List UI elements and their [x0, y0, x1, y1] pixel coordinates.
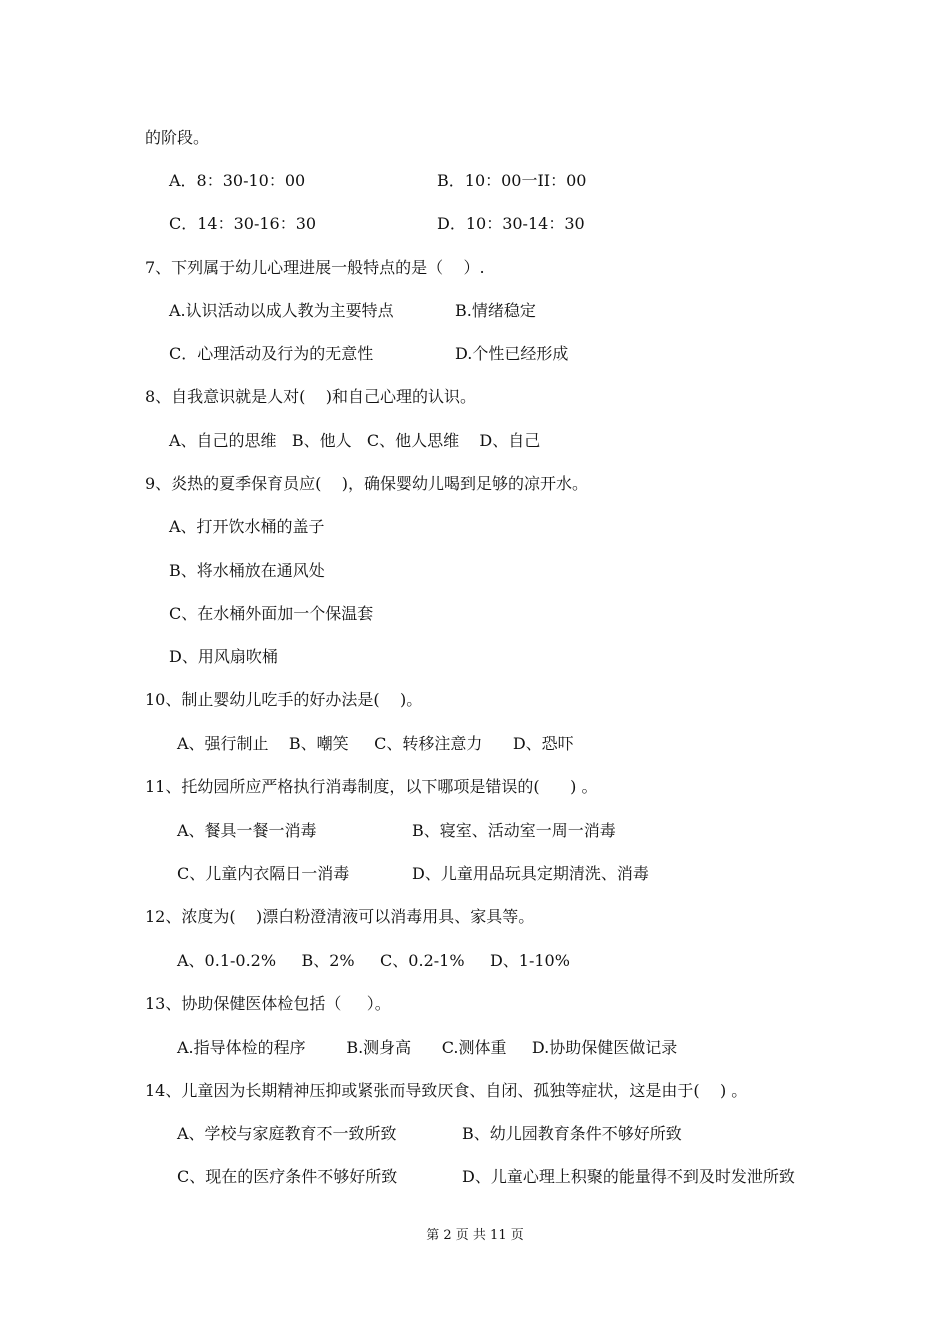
q13-options: A.指导体检的程序 B.测身高 C.测体重 D.协助保健医做记录	[177, 1038, 678, 1057]
q9-stem: 9、炎热的夏季保育员应( )，确保婴幼儿喝到足够的凉开水。	[145, 474, 589, 493]
q9-option-c: C、在水桶外面加一个保温套	[169, 604, 374, 623]
q8-options: A、自己的思维 B、他人 C、他人思维 D、自己	[169, 431, 541, 450]
q7-option-d: D.个性已经形成	[455, 344, 569, 363]
q6-option-d: D．10：30-14：30	[437, 214, 585, 233]
q11-option-d: D、儿童用品玩具定期清洗、消毒	[412, 864, 649, 883]
q10-options: A、强行制止 B、嘲笑 C、转移注意力 D、恐吓	[177, 734, 574, 753]
q7-option-b: B.情绪稳定	[455, 301, 536, 320]
q6-option-b: B．10：00一II：00	[437, 171, 587, 190]
page-number: 第 2 页 共 11 页	[426, 1228, 524, 1243]
q10-stem: 10、制止婴幼儿吃手的好办法是( )。	[145, 690, 423, 709]
q7-option-c: C．心理活动及行为的无意性	[169, 344, 374, 363]
q6-option-c: C．14：30-16：30	[169, 214, 317, 233]
q11-option-c: C、儿童内衣隔日一消毒	[177, 864, 350, 883]
q6-option-a: A．8：30-10：00	[169, 171, 306, 190]
q9-option-d: D、用风扇吹桶	[169, 647, 278, 666]
q11-option-b: B、寝室、活动室一周一消毒	[412, 821, 616, 840]
q7-option-a: A.认识活动以成人教为主要特点	[169, 301, 394, 320]
q14-option-d: D、儿童心理上积聚的能量得不到及时发泄所致	[462, 1167, 795, 1186]
q9-option-a: A、打开饮水桶的盖子	[169, 517, 325, 536]
q11-option-a: A、餐具一餐一消毒	[177, 821, 317, 840]
q11-stem: 11、托幼园所应严格执行消毒制度，以下哪项是错误的( ) 。	[145, 777, 598, 796]
q14-option-b: B、幼儿园教育条件不够好所致	[462, 1124, 682, 1143]
q13-stem: 13、协助保健医体检包括（ ）。	[145, 994, 391, 1013]
q14-option-a: A、学校与家庭教育不一致所致	[177, 1124, 397, 1143]
q14-stem: 14、儿童因为长期精神压抑或紧张而导致厌食、自闭、孤独等症状，这是由于( ) 。	[145, 1081, 748, 1100]
q7-stem: 7、下列属于幼儿心理进展一般特点的是（ ）.	[145, 258, 485, 277]
q8-stem: 8、自我意识就是人对( )和自己心理的认识。	[145, 387, 477, 406]
q6-stem-tail: 的阶段。	[145, 128, 210, 147]
q12-options: A、0.1-0.2% B、2% C、0.2-1% D、1-10%	[177, 951, 570, 970]
q9-option-b: B、将水桶放在通风处	[169, 561, 325, 580]
q14-option-c: C、现在的医疗条件不够好所致	[177, 1167, 398, 1186]
q12-stem: 12、浓度为( )漂白粉澄清液可以消毒用具、家具等。	[145, 907, 535, 926]
